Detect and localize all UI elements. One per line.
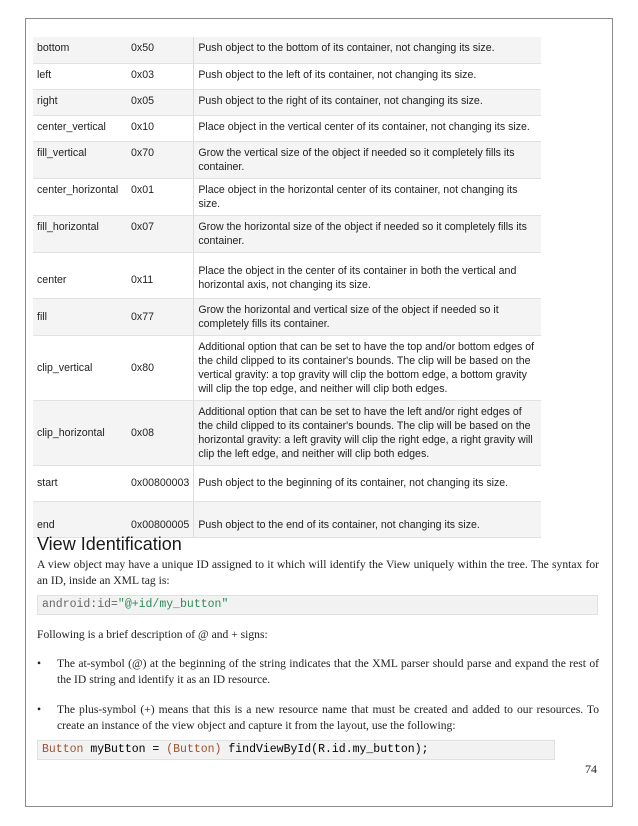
table-cell-name: bottom: [33, 37, 127, 63]
table-row: [33, 115, 541, 141]
table-cell-value: 0x10: [127, 115, 194, 141]
table-cell-value: 0x50: [127, 37, 194, 63]
table-cell-name: start: [33, 465, 127, 501]
list-item: [37, 656, 599, 688]
code-type: Button: [42, 743, 84, 756]
code-cast: (Button): [166, 743, 222, 756]
bullet-icon: •: [37, 657, 42, 670]
table-cell-value: 0x11: [127, 252, 194, 298]
code-block-findview: [37, 740, 555, 760]
table-row: [33, 465, 541, 501]
table-cell-desc: Grow the horizontal and vertical size of the object if needed so it completely fills its container.: [194, 298, 541, 335]
intro-paragraph: A view object may have a unique ID assigned to it which will identify the View uniquely within the tree. The syntax for an ID, inside an XML tag is:: [37, 558, 599, 587]
table-cell-name: fill_vertical: [33, 141, 127, 178]
table-cell-value: 0x00800005: [127, 501, 194, 537]
bullet-icon: •: [37, 703, 42, 716]
code-value: "@+id/my_button": [117, 598, 229, 611]
description-paragraph: Following is a brief description of @ and + signs:: [37, 628, 268, 641]
table-cell-desc: Grow the vertical size of the object if needed so it completely fills its container.: [194, 141, 541, 178]
table-cell-value: 0x01: [127, 178, 194, 215]
table-cell-desc: Place object in the horizontal center of its container, not changing its size.: [194, 178, 541, 215]
table-row: [33, 298, 541, 335]
list-item-text: The at-symbol (@) at the beginning of the string indicates that the XML parser should parse and expand the rest of the ID string and identify it as an ID resource.: [57, 657, 599, 686]
table-cell-desc: Push object to the beginning of its container, not changing its size.: [194, 465, 541, 501]
code-var: myButton =: [83, 743, 167, 756]
gravity-table: [33, 37, 541, 538]
table-row: [33, 335, 541, 400]
table-cell-name: right: [33, 89, 127, 115]
table-cell-desc: Grow the horizontal size of the object if needed so it completely fills its container.: [194, 215, 541, 252]
table-cell-value: 0x80: [127, 335, 194, 400]
section-title: View Identification: [37, 534, 182, 554]
table-cell-name: center_vertical: [33, 115, 127, 141]
table-cell-desc: Place object in the vertical center of its container, not changing its size.: [194, 115, 541, 141]
table-cell-value: 0x00800003: [127, 465, 194, 501]
table-cell-desc: Place the object in the center of its container in both the vertical and horizontal axis, not changing its size.: [194, 252, 541, 298]
table-cell-name: clip_vertical: [33, 335, 127, 400]
code-block-id: [37, 595, 598, 615]
table-cell-name: end: [33, 501, 127, 537]
table-cell-value: 0x03: [127, 63, 194, 89]
table-row: [33, 141, 541, 178]
table-cell-value: 0x05: [127, 89, 194, 115]
table-cell-value: 0x70: [127, 141, 194, 178]
list-item: [37, 702, 599, 734]
table-cell-name: fill_horizontal: [33, 215, 127, 252]
table-row: [33, 252, 541, 298]
table-cell-name: center: [33, 252, 127, 298]
table-row: [33, 501, 541, 537]
table-row: [33, 89, 541, 115]
table-cell-value: 0x07: [127, 215, 194, 252]
code-call: findViewById(R.id.my_button);: [221, 743, 429, 756]
table-cell-desc: Push object to the bottom of its container, not changing its size.: [194, 37, 541, 63]
table-cell-name: fill: [33, 298, 127, 335]
table-cell-desc: Additional option that can be set to have the left and/or right edges of the child clipped to its container's bounds. The clip will be based on the horizontal gravity: a left gravity will clip the right edge, a right gravity will clip the left edge, and neither will clip both edges.: [194, 400, 541, 465]
table-row: [33, 178, 541, 215]
page-number: 74: [585, 762, 597, 776]
table-cell-desc: Additional option that can be set to have the top and/or bottom edges of the child clipped to its container's bounds. The clip will be based on the vertical gravity: a top gravity will clip the bottom edge, a bottom gravity will clip the top edge, and neither will clip both edges.: [194, 335, 541, 400]
table-cell-name: left: [33, 63, 127, 89]
table-cell-name: clip_horizontal: [33, 400, 127, 465]
code-attr: android:id=: [42, 598, 118, 611]
table-row: [33, 63, 541, 89]
table-cell-name: center_horizontal: [33, 178, 127, 215]
list-item-text: The plus-symbol (+) means that this is a new resource name that must be created and added to our resources. To create an instance of the view object and capture it from the layout, use the following:: [57, 703, 599, 732]
table-cell-desc: Push object to the end of its container, not changing its size.: [194, 501, 541, 537]
table-row: [33, 215, 541, 252]
table-row: [33, 400, 541, 465]
table-cell-desc: Push object to the left of its container, not changing its size.: [194, 63, 541, 89]
table-cell-value: 0x77: [127, 298, 194, 335]
table-cell-value: 0x08: [127, 400, 194, 465]
table-cell-desc: Push object to the right of its container, not changing its size.: [194, 89, 541, 115]
table-row: [33, 37, 541, 63]
